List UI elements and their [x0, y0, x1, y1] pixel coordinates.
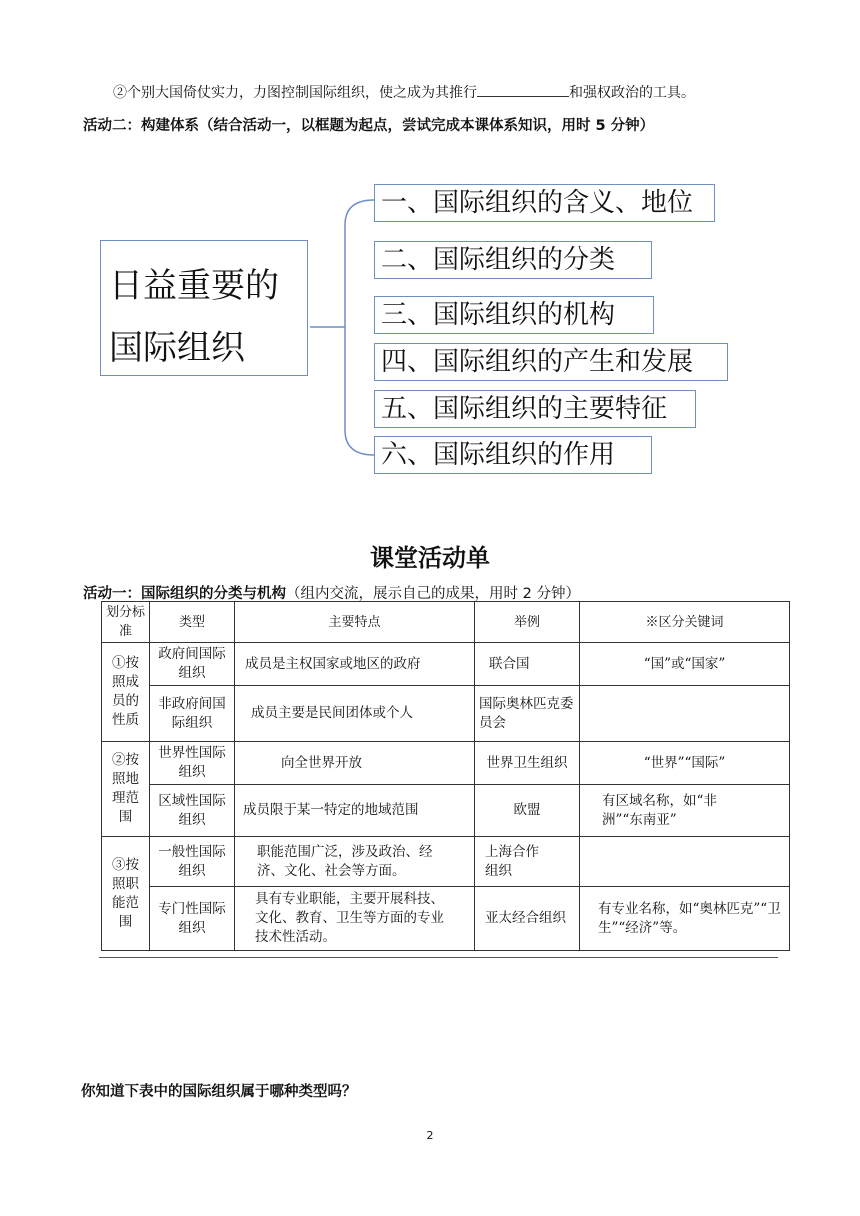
mindmap-branch-5: 五、国际组织的主要特征 — [374, 390, 696, 428]
keyword-cell: 有区域名称，如“非洲”“东南亚” — [580, 785, 790, 837]
table-row — [102, 643, 790, 686]
example-cell: 联合国 — [475, 643, 580, 686]
criterion-cell: ③按照职能范围 — [102, 837, 150, 951]
question-text: 你知道下表中的国际组织属于哪种类型吗？ — [81, 1084, 357, 1100]
activity1-heading — [83, 582, 580, 603]
keyword-cell: “世界”“国际” — [580, 742, 790, 785]
feature-cell: 具有专业职能，主要开展科技、文化、教育、卫生等方面的专业技术性活动。 — [235, 887, 475, 951]
intro-after-blank: 和强权政治的工具。 — [569, 85, 695, 101]
keyword-cell — [580, 686, 790, 742]
table-row — [102, 742, 790, 785]
mindmap-root — [100, 240, 308, 376]
type-cell: 区域性国际组织 — [150, 785, 235, 837]
header-criterion: 划分标准 — [102, 602, 150, 643]
header-type: 类型 — [150, 602, 235, 643]
mindmap-root-line2: 国际组织 — [109, 328, 245, 368]
type-cell: 一般性国际组织 — [150, 837, 235, 887]
criterion-cell: ②按照地理范围 — [102, 742, 150, 837]
table-row — [102, 887, 790, 951]
example-cell: 亚太经合组织 — [475, 887, 580, 951]
feature-cell: 职能范围广泛，涉及政治、经济、文化、社会等方面。 — [235, 837, 475, 887]
type-cell: 非政府间国际组织 — [150, 686, 235, 742]
mindmap-branch-3: 三、国际组织的机构 — [374, 296, 654, 334]
table-row — [102, 785, 790, 837]
keyword-cell — [580, 837, 790, 887]
type-cell: 政府间国际组织 — [150, 643, 235, 686]
example-cell: 国际奥林匹克委员会 — [475, 686, 580, 742]
keyword-cell: 有专业名称，如“奥林匹克”“卫生”“经济”等。 — [580, 887, 790, 951]
page-number: 2 — [426, 1129, 434, 1142]
type-cell: 世界性国际组织 — [150, 742, 235, 785]
table-row — [102, 686, 790, 742]
feature-cell: 成员是主权国家或地区的政府 — [235, 643, 475, 686]
activity1-note: （组内交流，展示自己的成果，用时 2 分钟） — [286, 586, 580, 602]
table-row — [102, 837, 790, 887]
example-cell: 欧盟 — [475, 785, 580, 837]
mindmap-branch-1: 一、国际组织的含义、地位 — [374, 184, 715, 222]
criterion-cell: ①按照成员的性质 — [102, 643, 150, 742]
feature-cell: 成员主要是民间团体或个人 — [235, 686, 475, 742]
feature-cell: 向全世界开放 — [235, 742, 475, 785]
worksheet-title: 课堂活动单 — [370, 544, 490, 572]
activity2-heading: 活动二：构建体系（结合活动一，以框题为起点，尝试完成本课体系知识，用时 5 分钟） — [83, 118, 655, 134]
header-example: 举例 — [475, 602, 580, 643]
header-keyword: ※区分关键词 — [580, 602, 790, 643]
type-cell: 专门性国际组织 — [150, 887, 235, 951]
feature-cell: 成员限于某一特定的地域范围 — [235, 785, 475, 837]
mindmap-branch-6: 六、国际组织的作用 — [374, 436, 652, 474]
mindmap-root-line1: 日益重要的 — [109, 266, 279, 306]
intro-before-blank: ②个别大国倚仗实力，力图控制国际组织，使之成为其推行 — [113, 85, 477, 101]
mindmap-branch-4: 四、国际组织的产生和发展 — [374, 343, 728, 381]
table-header-row — [102, 602, 790, 643]
example-cell: 上海合作组织 — [475, 837, 580, 887]
header-feature: 主要特点 — [235, 602, 475, 643]
example-cell: 世界卫生组织 — [475, 742, 580, 785]
classification-table — [101, 601, 790, 951]
divider-line — [99, 957, 778, 958]
keyword-cell: “国”或“国家” — [580, 643, 790, 686]
activity1-label: 活动一：国际组织的分类与机构 — [83, 586, 286, 602]
mindmap-branch-2: 二、国际组织的分类 — [374, 241, 652, 279]
